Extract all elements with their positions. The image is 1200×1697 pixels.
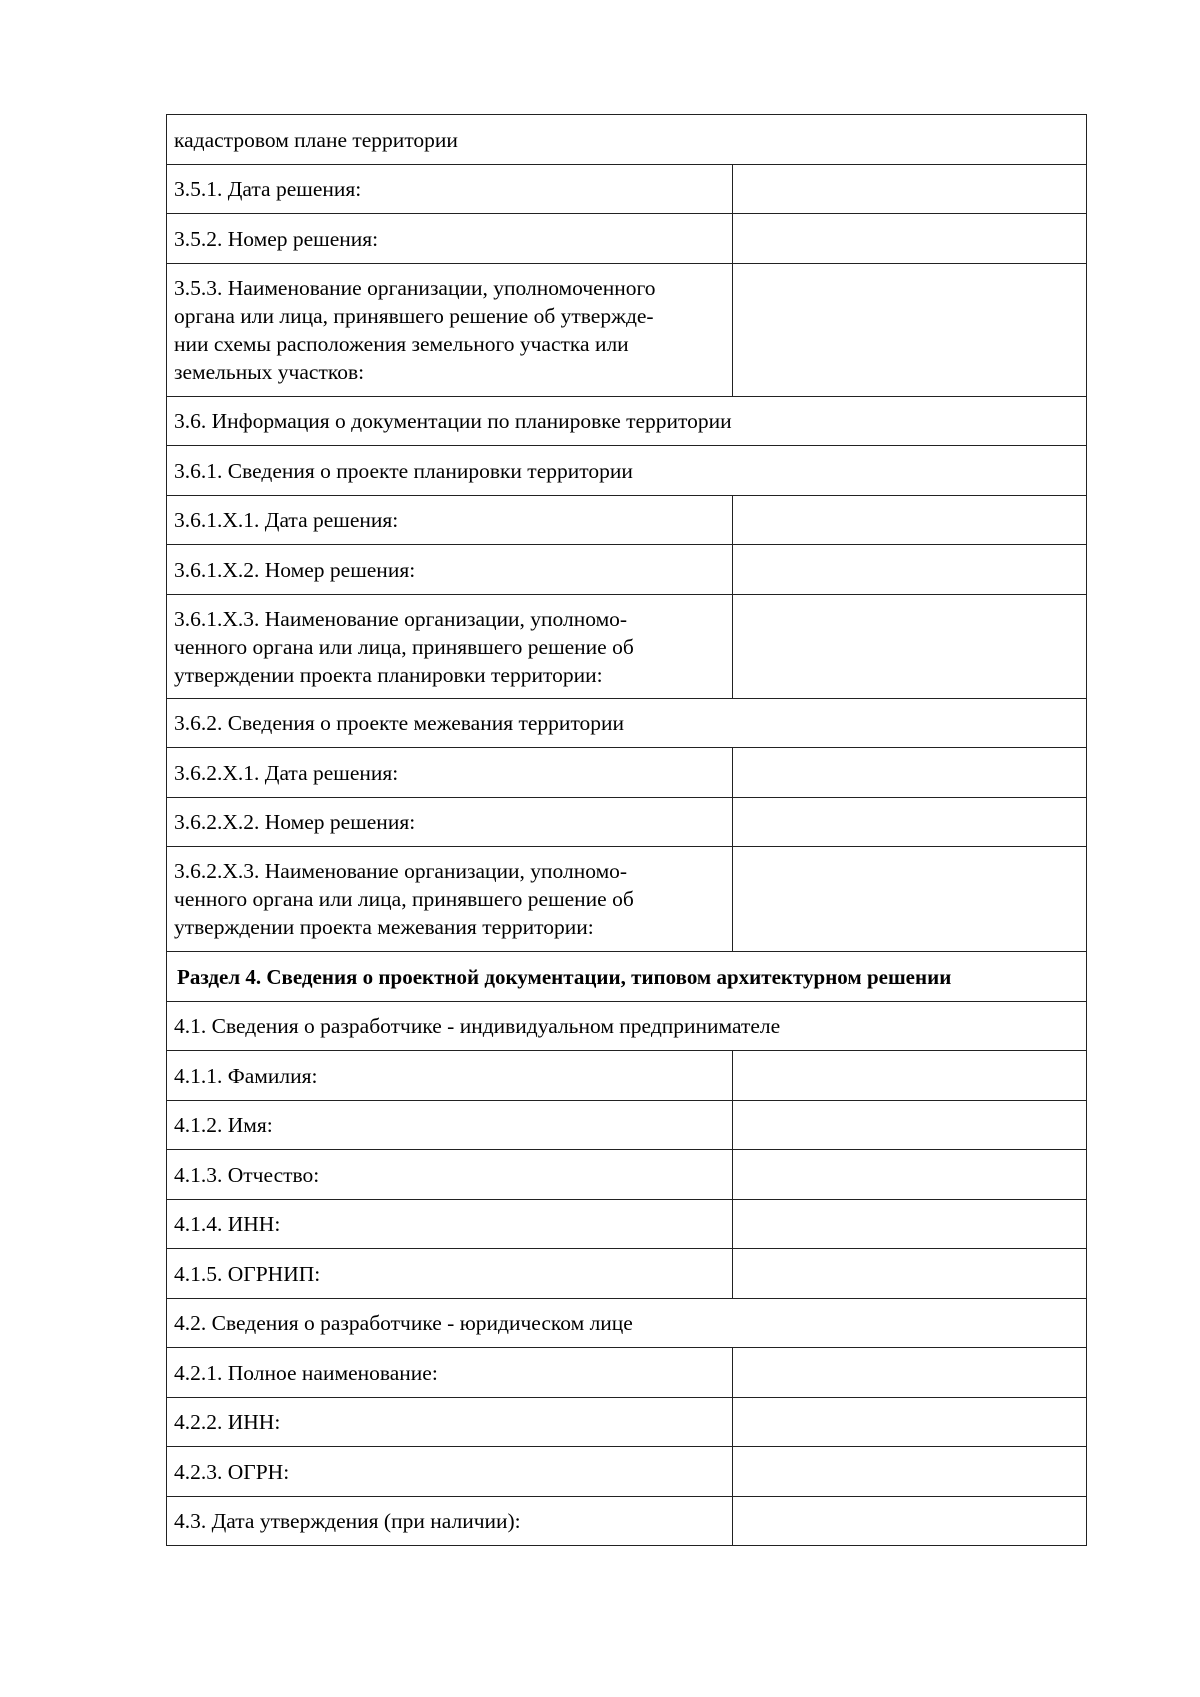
field-value-cell[interactable] bbox=[733, 1150, 1087, 1200]
section-heading bbox=[167, 952, 1087, 1002]
table-row bbox=[167, 545, 1087, 595]
text-line: кадастровом плане территории bbox=[174, 127, 458, 152]
text-line: утверждении проекта межевания территории: bbox=[174, 915, 594, 939]
field-value-cell[interactable] bbox=[733, 1348, 1087, 1398]
table-row bbox=[167, 847, 1087, 952]
table-row bbox=[167, 165, 1087, 214]
text-line: 4.2.3. ОГРН: bbox=[174, 1459, 290, 1484]
field-label bbox=[167, 1249, 733, 1299]
text-line: нии схемы расположения земельного участка или bbox=[174, 332, 629, 356]
field-value-cell[interactable] bbox=[733, 1398, 1087, 1447]
subsection-title bbox=[167, 1299, 1087, 1348]
table-row bbox=[167, 595, 1087, 699]
table-row bbox=[167, 1150, 1087, 1200]
text-line: ченного органа или лица, принявшего решение об bbox=[174, 887, 634, 911]
field-label bbox=[167, 545, 733, 595]
field-value-cell[interactable] bbox=[733, 165, 1087, 214]
field-label bbox=[167, 165, 733, 214]
field-label bbox=[167, 748, 733, 798]
table-row bbox=[167, 397, 1087, 446]
field-value-cell[interactable] bbox=[733, 496, 1087, 545]
text-line: ченного органа или лица, принявшего решение об bbox=[174, 634, 634, 659]
text-line: 3.6.1.X.1. Дата решения: bbox=[174, 508, 399, 532]
field-label bbox=[167, 1051, 733, 1101]
text-line: 4.1.1. Фамилия: bbox=[174, 1063, 318, 1088]
subsection-title bbox=[167, 446, 1087, 496]
table-row bbox=[167, 1051, 1087, 1101]
field-label bbox=[167, 1150, 733, 1200]
table-row bbox=[167, 748, 1087, 798]
table-row bbox=[167, 1348, 1087, 1398]
field-value-cell[interactable] bbox=[733, 1447, 1087, 1497]
field-value-cell[interactable] bbox=[733, 214, 1087, 264]
field-value-cell[interactable] bbox=[733, 595, 1087, 699]
table-row bbox=[167, 214, 1087, 264]
text-line: 3.5.1. Дата решения: bbox=[174, 177, 362, 201]
text-line: 3.6.1.X.3. Наименование организации, уполномо- bbox=[174, 606, 628, 631]
field-label bbox=[167, 1348, 733, 1398]
text-line: 4.1. Сведения о разработчике - индивидуальном предпринимателе bbox=[174, 1014, 781, 1038]
text-line: 3.6.1.X.2. Номер решения: bbox=[174, 557, 416, 582]
table-row bbox=[167, 1398, 1087, 1447]
field-value-cell[interactable] bbox=[733, 1249, 1087, 1299]
field-label bbox=[167, 496, 733, 545]
table-row bbox=[167, 446, 1087, 496]
field-value-cell[interactable] bbox=[733, 545, 1087, 595]
field-value-cell[interactable] bbox=[733, 847, 1087, 952]
text-line: 4.3. Дата утверждения (при наличии): bbox=[174, 1509, 521, 1533]
subsection-title bbox=[167, 1002, 1087, 1051]
table-row bbox=[167, 1447, 1087, 1497]
subsection-title bbox=[167, 699, 1087, 748]
subsection-title bbox=[167, 115, 1087, 165]
field-label bbox=[167, 1497, 733, 1546]
table-row bbox=[167, 798, 1087, 847]
text-line: 3.6.2.X.2. Номер решения: bbox=[174, 810, 416, 834]
text-line: 3.6.2.X.3. Наименование организации, уполномо- bbox=[174, 859, 628, 883]
text-line: 3.6.1. Сведения о проекте планировки территории bbox=[174, 458, 633, 483]
text-line: 3.6. Информация о документации по планировке территории bbox=[174, 409, 732, 433]
text-line: 3.5.2. Номер решения: bbox=[174, 226, 379, 251]
table-row bbox=[167, 699, 1087, 748]
field-value-cell[interactable] bbox=[733, 1200, 1087, 1249]
text-line: 4.2. Сведения о разработчике - юридическом лице bbox=[174, 1311, 633, 1335]
text-line: 4.2.2. ИНН: bbox=[174, 1410, 281, 1434]
text-line: 4.1.3. Отчество: bbox=[174, 1162, 320, 1187]
table-row bbox=[167, 115, 1087, 165]
text-line: органа или лица, принявшего решение об утвержде- bbox=[174, 304, 654, 328]
field-value-cell[interactable] bbox=[733, 1051, 1087, 1101]
table-row bbox=[167, 496, 1087, 545]
field-label bbox=[167, 1447, 733, 1497]
field-label bbox=[167, 798, 733, 847]
form-table bbox=[166, 114, 1087, 1546]
text-line: 4.2.1. Полное наименование: bbox=[174, 1360, 438, 1385]
text-line: земельных участков: bbox=[174, 360, 365, 384]
field-label bbox=[167, 264, 733, 397]
field-label bbox=[167, 1101, 733, 1150]
text-line: 3.5.3. Наименование организации, уполномоченного bbox=[174, 276, 656, 300]
table-row bbox=[167, 1002, 1087, 1051]
table-row bbox=[167, 1497, 1087, 1546]
field-value-cell[interactable] bbox=[733, 1101, 1087, 1150]
form-table-body bbox=[167, 115, 1087, 1546]
field-value-cell[interactable] bbox=[733, 1497, 1087, 1546]
text-line: 3.6.2. Сведения о проекте межевания территории bbox=[174, 711, 625, 735]
table-row bbox=[167, 1249, 1087, 1299]
table-row bbox=[167, 1299, 1087, 1348]
text-line: 4.1.4. ИНН: bbox=[174, 1212, 281, 1236]
field-label bbox=[167, 214, 733, 264]
field-label bbox=[167, 847, 733, 952]
table-row bbox=[167, 1101, 1087, 1150]
field-label bbox=[167, 595, 733, 699]
text-line: 4.1.2. Имя: bbox=[174, 1113, 273, 1137]
table-row bbox=[167, 264, 1087, 397]
table-row bbox=[167, 1200, 1087, 1249]
field-value-cell[interactable] bbox=[733, 798, 1087, 847]
text-line: Раздел 4. Сведения о проектной документации, типовом архитектурном решении bbox=[177, 964, 952, 989]
subsection-title bbox=[167, 397, 1087, 446]
text-line: утверждении проекта планировки территории: bbox=[174, 662, 603, 687]
section-header-row bbox=[167, 952, 1087, 1002]
text-line: 4.1.5. ОГРНИП: bbox=[174, 1261, 321, 1286]
field-value-cell[interactable] bbox=[733, 748, 1087, 798]
field-label bbox=[167, 1200, 733, 1249]
field-label bbox=[167, 1398, 733, 1447]
field-value-cell[interactable] bbox=[733, 264, 1087, 397]
text-line: 3.6.2.X.1. Дата решения: bbox=[174, 760, 399, 785]
